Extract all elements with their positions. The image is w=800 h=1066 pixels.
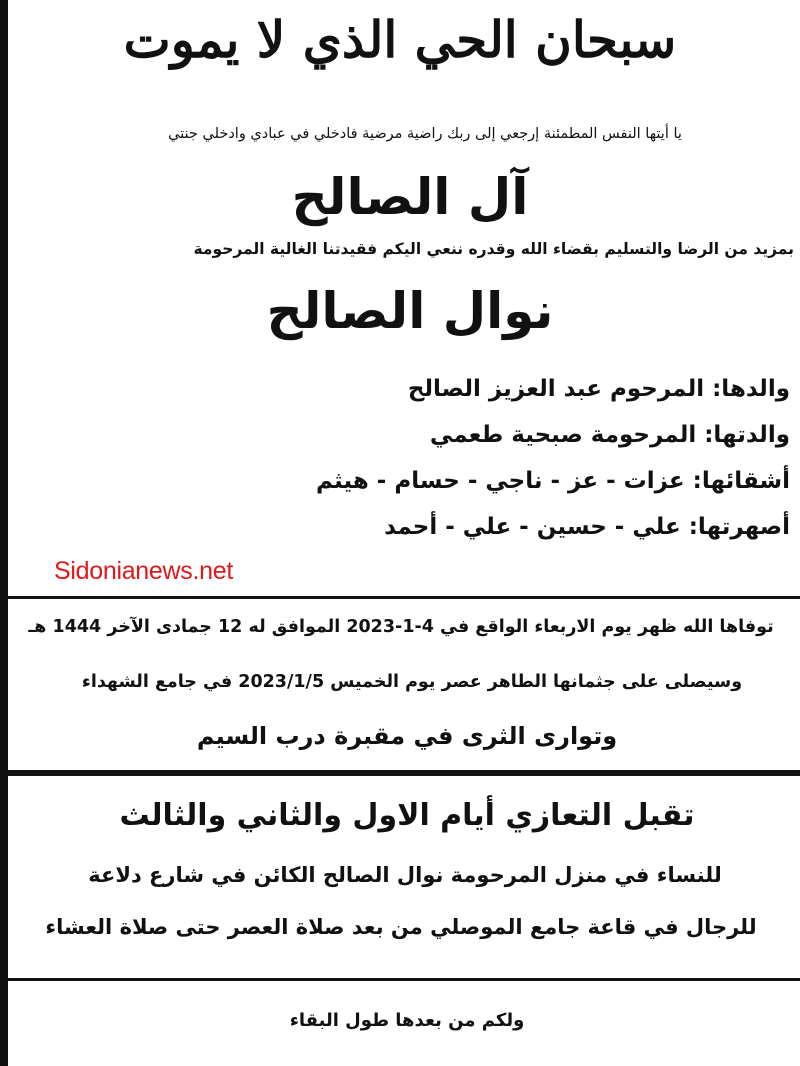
calligraphy-header: سبحان الحي الذي لا يموت [123, 10, 677, 69]
site-watermark: Sidonianews.net [54, 557, 233, 585]
funeral-prayer-line: وسيصلى على جثمانها الطاهر عصر يوم الخميس 2023/1/5 في جامع الشهداء [81, 672, 743, 692]
condolences-title: تقبل التعازي أيام الاول والثاني والثالث [119, 798, 695, 833]
family-name: آل الصالح [291, 168, 529, 226]
relative-father: والدها: المرحوم عبد العزيز الصالح [407, 376, 790, 402]
condolences-women: للنساء في منزل المرحومة نوال الصالح الكائن في شارع دلاعة [88, 863, 722, 887]
relative-brothers: أشقائها: عزات - عز - ناجي - حسام - هيثم [316, 468, 790, 494]
relative-mother: والدتها: المرحومة صبحية طعمي [429, 422, 790, 448]
burial-line: وتوارى الثرى في مقبرة درب السيم [196, 722, 618, 750]
quran-verse: يا أيتها النفس المطمئنة إرجعي إلى ربك راضية مرضية فادخلي في عبادي وادخلي جنتي [168, 126, 682, 142]
page-left-edge [0, 0, 8, 1066]
relatives-list [90, 366, 790, 550]
divider-middle [0, 770, 800, 776]
obituary-intro: بمزيد من الرضا والتسليم بقضاء الله وقدره ننعي اليكم فقيدتنا الغالية المرحومة [193, 240, 794, 258]
divider-bottom [0, 978, 800, 981]
death-date-line: توفاها الله ظهر يوم الاربعاء الواقع في 4-1-2023 الموافق له 12 جمادى الآخر 1444 هـ [28, 617, 774, 637]
relative-in-laws: أصهرتها: علي - حسين - علي - أحمد [384, 514, 790, 540]
closing-phrase: ولكم من بعدها طول البقاء [289, 1010, 525, 1031]
condolences-men: للرجال في قاعة جامع الموصلي من بعد صلاة العصر حتى صلاة العشاء [45, 915, 757, 939]
deceased-name: نوال الصالح [266, 282, 554, 340]
divider-top [0, 596, 800, 599]
